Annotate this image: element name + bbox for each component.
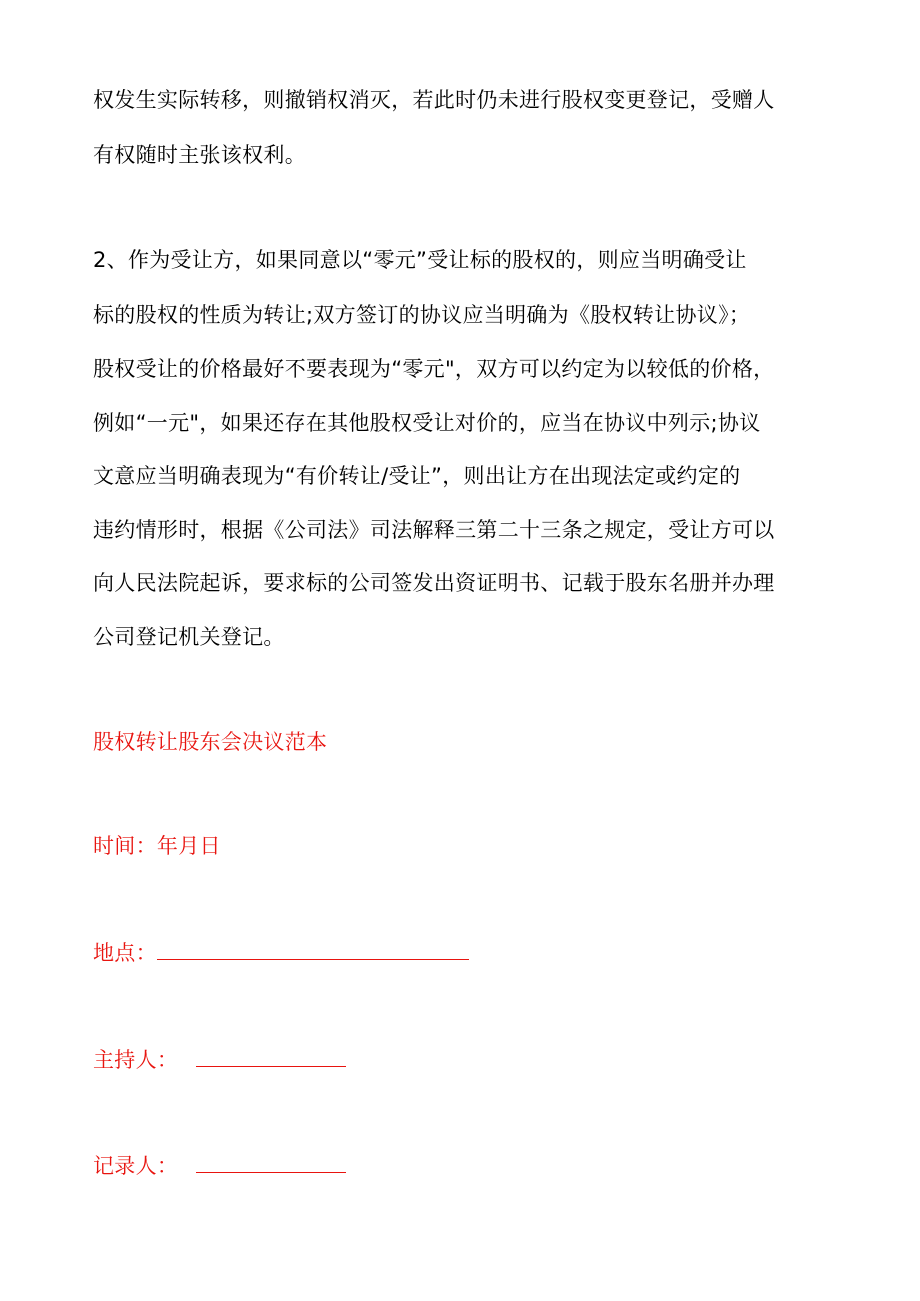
place-label: 地点： bbox=[93, 941, 157, 965]
recorder-blank-line bbox=[196, 1152, 346, 1173]
paragraph-2-line-8: 公司登记机关登记。 bbox=[93, 625, 285, 649]
paragraph-2-line-2: 标的股权的性质为转让;双方签订的协议应当明确为《股权转让协议》； bbox=[93, 303, 751, 327]
paragraph-2-line-4: 例如“一元"，如果还存在其他股权受让对价的，应当在协议中列示;协议 bbox=[93, 411, 761, 435]
host-field bbox=[93, 1046, 346, 1074]
paragraph-2-line-7: 向人民法院起诉，要求标的公司签发出资证明书、记载于股东名册并办理 bbox=[93, 571, 775, 595]
place-blank-line bbox=[157, 939, 469, 960]
paragraph-2-line-6: 违约情形时，根据《公司法》司法解释三第二十三条之规定，受让方可以 bbox=[93, 518, 775, 542]
recorder-field bbox=[93, 1152, 346, 1180]
paragraph-1-line-2: 有权随时主张该权利。 bbox=[93, 143, 306, 167]
time-field bbox=[93, 832, 221, 860]
time-label: 时间：年月日 bbox=[93, 834, 221, 858]
paragraph-1-line-1: 权发生实际转移，则撤销权消灭，若此时仍未进行股权变更登记，受赠人 bbox=[93, 88, 775, 112]
host-blank-line bbox=[196, 1046, 346, 1067]
host-label: 主持人： bbox=[93, 1048, 179, 1072]
paragraph-2-line-1: 2、作为受让方，如果同意以“零元”受让标的股权的，则应当明确受让 bbox=[93, 248, 747, 272]
paragraph-2-line-3: 股权受让的价格最好不要表现为“零元"，双方可以约定为以较低的价格， bbox=[93, 357, 775, 381]
paragraph-2-line-5: 文意应当明确表现为“有价转让/受让”，则出让方在出现法定或约定的 bbox=[93, 464, 741, 488]
template-title: 股权转让股东会决议范本 bbox=[93, 730, 328, 754]
recorder-label: 记录人： bbox=[93, 1154, 179, 1178]
place-field bbox=[93, 939, 469, 967]
